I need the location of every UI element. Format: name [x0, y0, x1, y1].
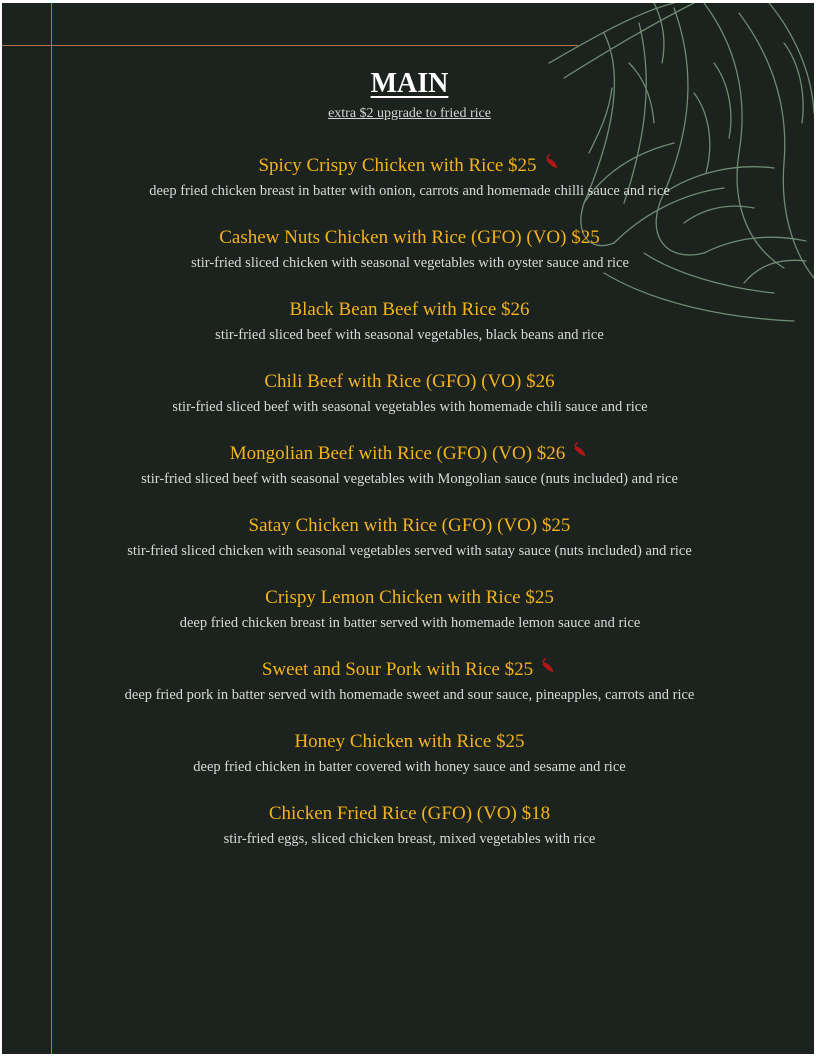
- menu-item-name: [82, 802, 737, 826]
- menu-item-name-text: Mongolian Beef with Rice (GFO) (VO) $26: [229, 443, 566, 464]
- menu-item-name-text: Chicken Fried Rice (GFO) (VO) $18: [268, 803, 551, 824]
- menu-item: [82, 658, 737, 704]
- section-title: MAIN: [370, 68, 449, 99]
- menu-item: [82, 442, 737, 488]
- menu-item-name-text: Sweet and Sour Pork with Rice $25: [261, 659, 534, 680]
- vertical-accent-rule: [51, 3, 52, 1054]
- menu-item-description: stir-fried sliced beef with seasonal vegetables with Mongolian sauce (nuts included) and rice: [141, 471, 678, 487]
- menu-item-description: deep fried chicken breast in batter served with homemade lemon sauce and rice: [179, 615, 641, 631]
- menu-items-list: [82, 154, 737, 848]
- menu-item-name: [82, 658, 737, 682]
- menu-item-name: [82, 730, 737, 754]
- menu-item-description: deep fried pork in batter served with homemade sweet and sour sauce, pineapples, carrots and rice: [124, 687, 695, 703]
- menu-item-description: stir-fried sliced chicken with seasonal vegetables with oyster sauce and rice: [191, 255, 629, 271]
- menu-item-name-text: Crispy Lemon Chicken with Rice $25: [265, 587, 554, 608]
- menu-item: [82, 154, 737, 200]
- chili-pepper-icon: [571, 442, 589, 460]
- menu-page: [2, 3, 814, 1054]
- menu-item-name-text: Chili Beef with Rice (GFO) (VO) $26: [264, 371, 555, 392]
- menu-item-name: [82, 298, 737, 322]
- menu-item-description: deep fried chicken breast in batter with onion, carrots and homemade chilli sauce and rice: [149, 183, 670, 199]
- menu-item-name: [82, 226, 737, 250]
- menu-item-description: stir-fried sliced beef with seasonal vegetables, black beans and rice: [215, 327, 604, 343]
- menu-item-name-text: Satay Chicken with Rice (GFO) (VO) $25: [248, 515, 571, 536]
- menu-item: [82, 514, 737, 560]
- menu-item-name-text: Honey Chicken with Rice $25: [294, 731, 525, 752]
- section-subtitle: extra $2 upgrade to fried rice: [328, 106, 491, 121]
- menu-item-name-text: Black Bean Beef with Rice $26: [289, 299, 530, 320]
- menu-item: [82, 298, 737, 344]
- menu-item-name-text: Spicy Crispy Chicken with Rice $25: [258, 155, 537, 176]
- menu-item: [82, 370, 737, 416]
- menu-item-name: [82, 154, 737, 178]
- chili-pepper-icon: [539, 658, 557, 676]
- menu-content: [82, 65, 737, 848]
- menu-item-name: [82, 514, 737, 538]
- menu-item-name: [82, 370, 737, 394]
- menu-item-name: [82, 586, 737, 610]
- menu-item-name: [82, 442, 737, 466]
- menu-item-name-text: Cashew Nuts Chicken with Rice (GFO) (VO) $25: [219, 227, 600, 248]
- chili-pepper-icon: [543, 154, 561, 172]
- menu-item: [82, 586, 737, 632]
- menu-item-description: stir-fried sliced beef with seasonal vegetables with homemade chili sauce and rice: [172, 399, 648, 415]
- horizontal-accent-rule: [2, 45, 578, 46]
- menu-item: [82, 730, 737, 776]
- menu-item: [82, 802, 737, 848]
- menu-item: [82, 226, 737, 272]
- menu-item-description: stir-fried sliced chicken with seasonal vegetables served with satay sauce (nuts included) and rice: [127, 543, 692, 559]
- menu-item-description: deep fried chicken in batter covered with honey sauce and sesame and rice: [193, 759, 626, 775]
- menu-item-description: stir-fried eggs, sliced chicken breast, mixed vegetables with rice: [223, 831, 596, 847]
